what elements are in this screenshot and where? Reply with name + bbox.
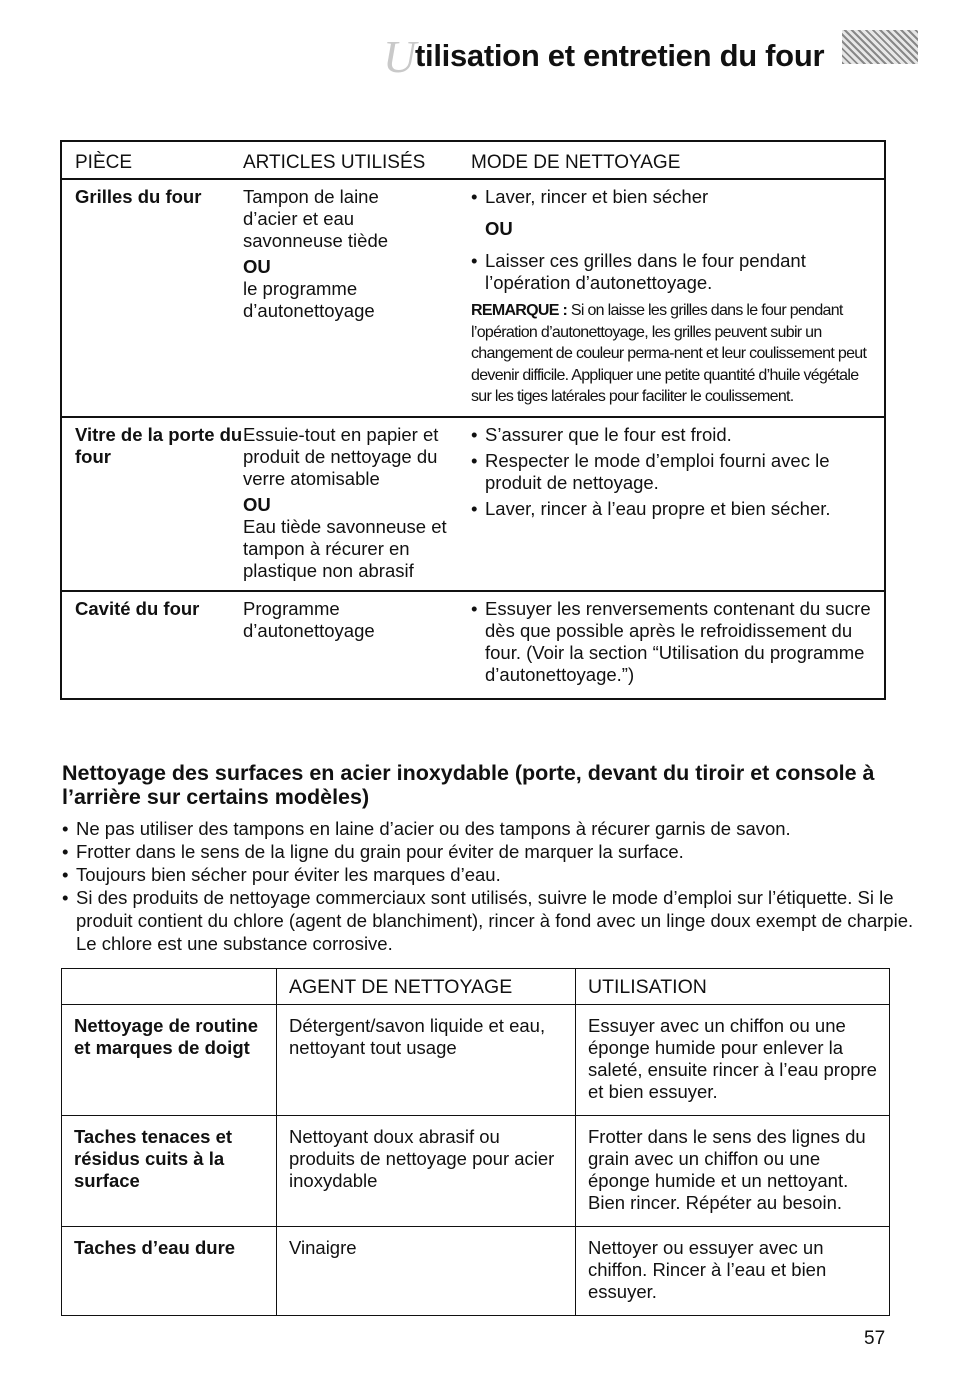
articles-text: Programme d’autonettoyage	[243, 597, 375, 641]
list-item	[471, 498, 876, 520]
bullet-icon: •	[471, 497, 478, 519]
list-item	[62, 817, 922, 840]
header-decorative-initial: U	[383, 31, 417, 82]
row-label: Grilles du four	[75, 186, 202, 207]
agent-cell: Nettoyant doux abrasif ou produits de nettoyage pour acier inoxydable	[277, 1116, 576, 1227]
table-row	[62, 1227, 890, 1316]
bullet-icon: •	[471, 186, 478, 207]
mode-cell	[471, 591, 885, 699]
row-label: Vitre de la porte du four	[75, 423, 243, 467]
table-header-row	[62, 969, 890, 1005]
articles-text: Eau tiède savonneuse et tampon à récurer en plastique non abrasif	[243, 515, 447, 581]
use-cell: Essuyer avec un chiffon ou une éponge humide pour enlever la saleté, ensuite rincer à l’eau propre et bien essuyer.	[576, 1005, 890, 1116]
note-label: REMARQUE :	[471, 302, 568, 319]
table-row	[61, 179, 885, 417]
use-cell: Frotter dans le sens des lignes du grain avec un chiffon ou une éponge humide et un nettoyant. Bien rincer. Répéter au besoin.	[576, 1116, 890, 1227]
articles-cell	[243, 179, 471, 417]
column-header-mode: MODE DE NETTOYAGE	[471, 152, 681, 173]
row-label: Nettoyage de routine et marques de doigt	[62, 1005, 277, 1116]
or-label: OU	[243, 493, 271, 515]
column-header-articles: ARTICLES UTILISÉS	[243, 152, 426, 173]
bullet-icon: •	[471, 597, 478, 619]
list-item	[62, 840, 922, 863]
mode-text: Respecter le mode d’emploi fourni avec le produit de nettoyage.	[485, 449, 830, 493]
row-label: Taches tenaces et résidus cuits à la surface	[62, 1116, 277, 1227]
articles-cell	[243, 417, 471, 591]
articles-cell	[243, 591, 471, 699]
use-cell: Nettoyer ou essuyer avec un chiffon. Rincer à l’eau et bien essuyer.	[576, 1227, 890, 1316]
section-heading: Nettoyage des surfaces en acier inoxydable (porte, devant du tiroir et console à l’arrière sur certains modèles)	[62, 761, 875, 809]
tip-text: Si des produits de nettoyage commerciaux sont utilisés, suivre le mode d’emploi sur l’étiquette. Si le produit contient du chlore (agent de blanchiment), rincer à fond avec un linge doux exempt de charpie. Le chlore est une substance corrosive.	[76, 887, 914, 954]
table-row	[61, 591, 885, 699]
table-row	[62, 1005, 890, 1116]
bullet-icon: •	[471, 423, 478, 445]
bullet-icon: •	[62, 864, 69, 885]
bullet-icon: •	[62, 818, 69, 839]
tip-text: Ne pas utiliser des tampons en laine d’acier ou des tampons à récurer garnis de savon.	[76, 818, 791, 839]
bullet-icon: •	[471, 449, 478, 471]
list-item	[471, 250, 876, 294]
table-header-row	[61, 141, 885, 179]
mode-text: Essuyer les renversements contenant du sucre dès que possible après le refroidissement du four. (Voir la section “Utilisation du programme d’autonettoyage.”)	[485, 597, 871, 685]
or-label: OU	[485, 218, 513, 239]
bullet-icon: •	[62, 841, 69, 862]
page-header	[0, 30, 963, 90]
bullet-icon: •	[471, 250, 478, 271]
column-header-use: UTILISATION	[576, 969, 890, 1005]
mode-cell	[471, 417, 885, 591]
list-item	[471, 424, 876, 446]
tip-text: Frotter dans le sens de la ligne du grain pour éviter de marquer la surface.	[76, 841, 684, 862]
mode-text: Laver, rincer à l’eau propre et bien sécher.	[485, 497, 831, 519]
articles-text: Essuie-tout en papier et produit de nettoyage du verre atomisable	[243, 423, 439, 489]
column-header-piece: PIÈCE	[75, 152, 133, 173]
list-item	[471, 186, 876, 208]
row-label: Taches d’eau dure	[62, 1227, 277, 1316]
note-text: Si on laisse les grilles dans le four pendant l’opération d’autonettoyage, les grilles peuvent subir un changement de couleur perma-nent et leur coulissement peut devenir difficile. Appliquer une petite quantité d’huile végétale sur les tiges latérales pour faciliter le coulissement.	[471, 302, 867, 405]
mode-text: Laisser ces grilles dans le four pendant l’opération d’autonettoyage.	[485, 250, 806, 293]
column-header-agent: AGENT DE NETTOYAGE	[277, 969, 576, 1005]
articles-text: Tampon de laine d’acier et eau savonneuse tiède	[243, 186, 389, 251]
or-label: OU	[243, 256, 271, 277]
table-row	[62, 1116, 890, 1227]
agent-cell: Vinaigre	[277, 1227, 576, 1316]
table-row	[61, 417, 885, 591]
articles-text: le programme d’autonettoyage	[243, 278, 375, 321]
mode-cell	[471, 179, 885, 417]
list-item	[471, 450, 876, 494]
page-title: tilisation et entretien du four	[415, 38, 825, 73]
stainless-cleaning-table	[61, 968, 890, 1316]
row-label: Cavité du four	[75, 597, 200, 619]
header-pattern-icon	[842, 30, 918, 64]
column-header-empty	[62, 969, 277, 1005]
list-item	[62, 863, 922, 886]
page-number: 57	[864, 1328, 886, 1349]
tip-text: Toujours bien sécher pour éviter les marques d’eau.	[76, 864, 501, 885]
oven-parts-cleaning-table	[60, 140, 886, 700]
bullet-icon: •	[62, 887, 69, 908]
list-item	[62, 886, 922, 955]
list-item	[471, 598, 876, 686]
mode-text: Laver, rincer et bien sécher	[485, 186, 709, 207]
stainless-steel-tips-list	[62, 817, 922, 955]
agent-cell: Détergent/savon liquide et eau, nettoyant tout usage	[277, 1005, 576, 1116]
mode-text: S’assurer que le four est froid.	[485, 423, 732, 445]
note	[471, 300, 876, 408]
